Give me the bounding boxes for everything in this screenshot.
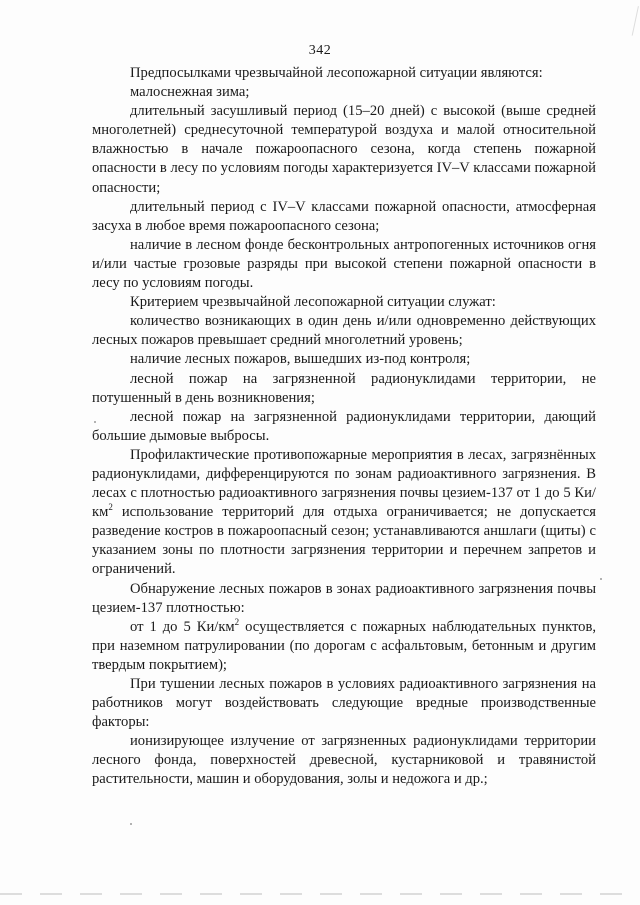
paragraph-criteria-item: лесной пожар на загрязненной радионуклидами территории, не потушенный в день возникновения; [92,370,596,406]
paragraph-precondition-item: малоснежная зима; [130,84,250,101]
scan-speck [600,578,602,580]
paragraph-criteria-item: количество возникающих в один день и/или одновременно действующих лесных пожаров превышает средний многолетний уровень; [92,313,596,349]
paragraph-hazards-item: ионизирующее излучение от загрязненных радионуклидами территории лесного фонда, поверхностей древесной, кустарниковой и травянистой растительности, машин и оборудования, золы и недожога и др.; [92,733,596,788]
paragraph-precondition-item: длительный период с IV–V классами пожарной опасности, атмосферная засуха в любое время пожароопасного сезона; [92,198,596,234]
paragraph-criteria-item: наличие лесных пожаров, вышедших из-под контроля; [130,351,471,368]
page-number: 342 [308,43,332,58]
paragraph-detection-item [92,618,596,675]
text-run: Профилактические противопожарные мероприятия в лесах, загрязнённых радионуклидами, дифференцируются по зонам радиоактивного загрязнения. В лесах с плотностью радиоактивного загрязнения почвы цезием-137 от 1 до 5 Ки/км [92,446,596,521]
text-run: осуществляется с пожарных наблюдательных пунктов, при наземном патрулировании (по дорогам с асфальтовым, бетонным и другим твердым покрытием); [92,618,596,673]
scan-speck [94,421,96,423]
paragraph-precondition-item: длительный засушливый период (15–20 дней) с высокой (выше средней многолетней) среднесуточной температурой воздуха и малой относительной влажностью в начале пожароопасного сезона, когда степень пожарной опасности в лесу по условиям погоды характеризуется IV–V классами пожарной опасности; [92,103,596,196]
text-run: от 1 до 5 Ки/км [130,618,235,635]
superscript: 2 [108,502,113,513]
paragraph-detection-heading: Обнаружение лесных пожаров в зонах радиоактивного загрязнения почвы цезием-137 плотностью: [92,580,596,616]
superscript: 2 [234,616,240,627]
scan-speck [130,823,132,825]
paragraph-hazards-heading: При тушении лесных пожаров в условиях радиоактивного загрязнения на работников могут воздействовать следующие вредные производственные факторы: [92,676,596,731]
paragraph-precondition-item: наличие в лесном фонде бесконтрольных антропогенных источников огня и/или частые грозовые разряды при высокой степени пожарной опасности в лесу по условиям погоды. [92,236,596,292]
scan-corner-artifact [614,2,639,35]
document-body [92,64,596,790]
paragraph-criteria-heading: Критерием чрезвычайной лесопожарной ситуации служат: [130,294,496,311]
paragraph-preconditions-heading: Предпосылками чрезвычайной лесопожарной ситуации являются: [130,65,543,81]
paragraph-criteria-item: лесной пожар на загрязненной радионуклидами территории, дающий большие дымовые выбросы. [92,408,596,444]
paragraph-prevention [92,446,596,580]
scan-bottom-artifact [0,893,640,895]
text-run: использование территорий для отдыха ограничивается; не допускается разведение костров в пожароопасный сезон; устанавливаются аншлаги (щиты) с указанием зоны по плотности загрязнения территории и перечнем запретов и ограничений. [92,504,596,578]
